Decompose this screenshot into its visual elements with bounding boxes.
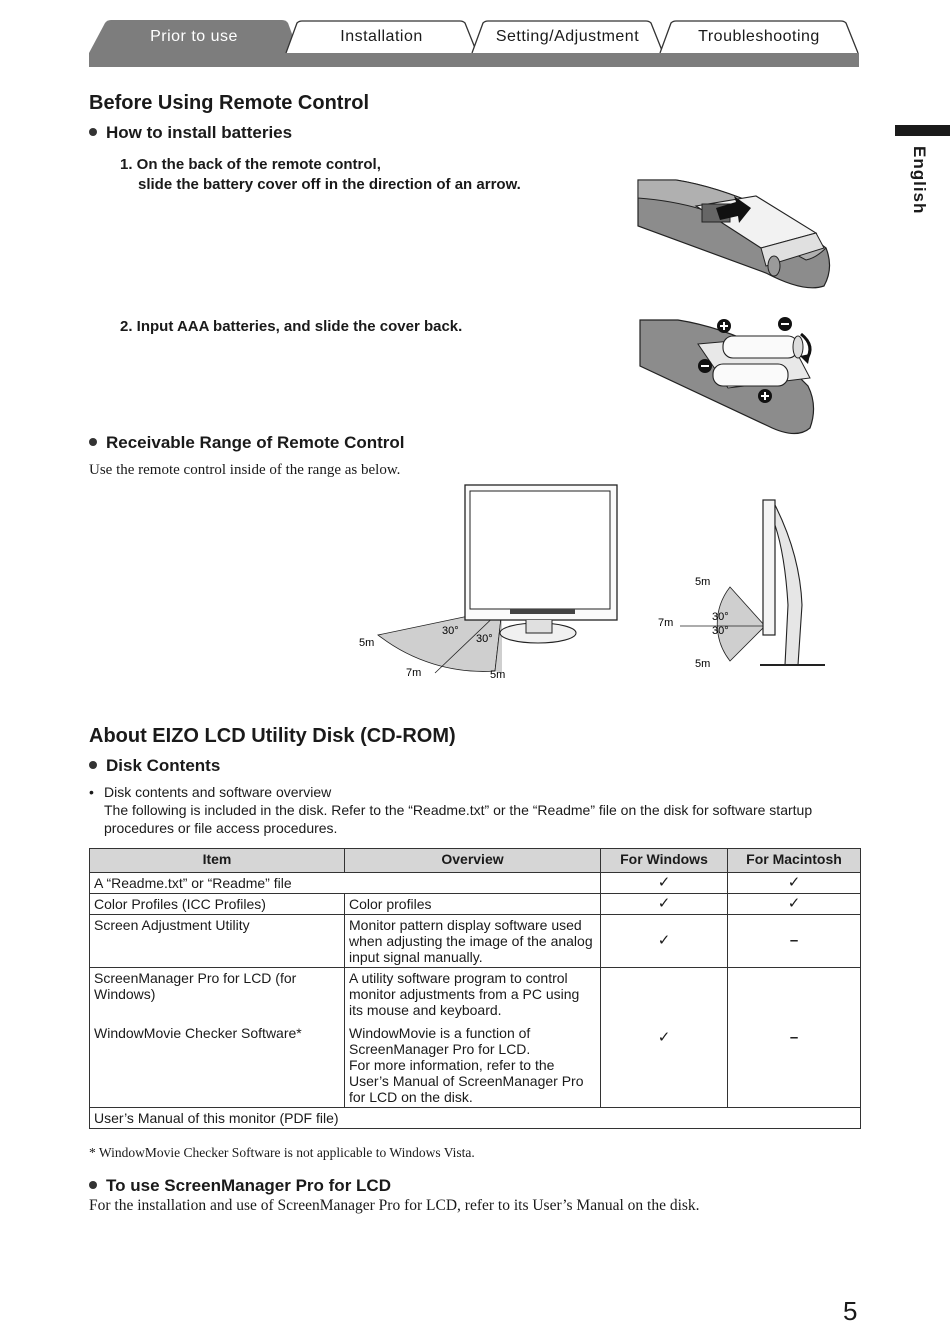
tab-label: Prior to use xyxy=(150,27,238,45)
tab-troubleshooting[interactable] xyxy=(659,20,859,53)
cell-item: User’s Manual of this monitor (PDF file) xyxy=(90,1108,861,1129)
header-item: Item xyxy=(90,849,345,873)
bullet-icon xyxy=(89,438,97,446)
page-number: 5 xyxy=(843,1296,858,1326)
front-angle-left: 30° xyxy=(442,625,459,637)
side-top-distance: 5m xyxy=(695,576,711,588)
front-center-distance: 7m xyxy=(406,667,422,679)
step-1: 1. On the back of the remote control, slide the battery cover off in the direction of an arrow. xyxy=(120,156,521,193)
tab-label: Troubleshooting xyxy=(698,27,820,45)
cell-macintosh: ✓ xyxy=(728,873,861,894)
side-angle-top: 30° xyxy=(712,611,729,623)
header-windows: For Windows xyxy=(601,849,728,873)
table-row xyxy=(90,894,861,915)
cell-overview: Color profiles xyxy=(345,894,601,915)
chapter-tabs xyxy=(89,20,859,67)
tab-setting-adjustment[interactable] xyxy=(471,20,664,53)
tab-label: Setting/Adjustment xyxy=(495,27,640,45)
disk-contents-bullet: • Disk contents and software overview The following is included in the disk. Refer to the “Readme.txt” or the “Readme” file on the disk for software startup procedures or file access procedures. xyxy=(89,784,813,836)
side-range-diagram xyxy=(650,495,830,675)
side-center-distance: 7m xyxy=(658,617,674,629)
cell-item: Color Profiles (ICC Profiles) xyxy=(90,894,345,915)
side-bottom-distance: 5m xyxy=(695,658,711,670)
remote-battery-insert-illustration xyxy=(638,316,838,441)
table-row xyxy=(90,968,861,1108)
front-left-distance: 5m xyxy=(359,637,375,649)
table-header-row xyxy=(90,849,861,873)
cell-overview: A utility software program to control monitor adjustments from a PC using its mouse and keyboard. WindowMovie is a function of ScreenManager Pro for LCD. For more information, refer to the User’s Manual of ScreenManager Pro for LCD on the disk. xyxy=(345,968,601,1108)
header-macintosh: For Macintosh xyxy=(728,849,861,873)
tab-prior-to-use[interactable] xyxy=(89,20,299,53)
cell-macintosh: – xyxy=(728,915,861,968)
cell-item: Screen Adjustment Utility xyxy=(90,915,345,968)
language-label: English xyxy=(910,146,929,215)
cell-windows: ✓ xyxy=(601,894,728,915)
front-angle-right: 30° xyxy=(476,633,493,645)
table-row xyxy=(90,915,861,968)
side-angle-bottom: 30° xyxy=(712,625,729,637)
cell-item: A “Readme.txt” or “Readme” file xyxy=(90,873,601,894)
tab-underline-bar xyxy=(89,53,859,67)
cell-windows: ✓ xyxy=(601,968,728,1108)
bullet-dot-icon: • xyxy=(89,784,94,800)
tab-label: Installation xyxy=(340,27,423,45)
cell-macintosh: – xyxy=(728,968,861,1108)
step-2: 2. Input AAA batteries, and slide the cover back. xyxy=(120,318,463,335)
table-footnote: * WindowMovie Checker Software is not applicable to Windows Vista. xyxy=(89,1145,475,1160)
front-right-distance: 5m xyxy=(490,669,506,681)
bullet-icon xyxy=(89,761,97,769)
header-overview: Overview xyxy=(345,849,601,873)
cell-item: ScreenManager Pro for LCD (for Windows) WindowMovie Checker Software* xyxy=(90,968,345,1108)
bullet-icon xyxy=(89,1181,97,1189)
cell-overview: Monitor pattern display software used when adjusting the image of the analog input signal manually. xyxy=(345,915,601,968)
section-title-remote: Before Using Remote Control xyxy=(89,92,370,114)
table-row xyxy=(90,1108,861,1129)
cell-windows: ✓ xyxy=(601,873,728,894)
subsection-install-batteries: How to install batteries xyxy=(89,123,292,143)
table-row xyxy=(90,873,861,894)
subsection-disk-contents: Disk Contents xyxy=(89,756,220,776)
screenmanager-text: For the installation and use of ScreenManager Pro for LCD, refer to its User’s Manual on the disk. xyxy=(89,1197,700,1214)
cell-macintosh: ✓ xyxy=(728,894,861,915)
disk-contents-table xyxy=(89,848,861,1129)
cell-windows: ✓ xyxy=(601,915,728,968)
remote-battery-cover-illustration xyxy=(636,178,836,293)
subsection-screenmanager: To use ScreenManager Pro for LCD xyxy=(89,1176,391,1196)
tab-installation[interactable] xyxy=(285,20,478,53)
section-title-utility-disk: About EIZO LCD Utility Disk (CD-ROM) xyxy=(89,725,456,747)
subsection-receivable-range: Receivable Range of Remote Control xyxy=(89,433,405,453)
front-range-diagram xyxy=(350,483,625,683)
range-description: Use the remote control inside of the range as below. xyxy=(89,462,401,478)
language-marker-bar xyxy=(895,125,950,136)
bullet-icon xyxy=(89,128,97,136)
